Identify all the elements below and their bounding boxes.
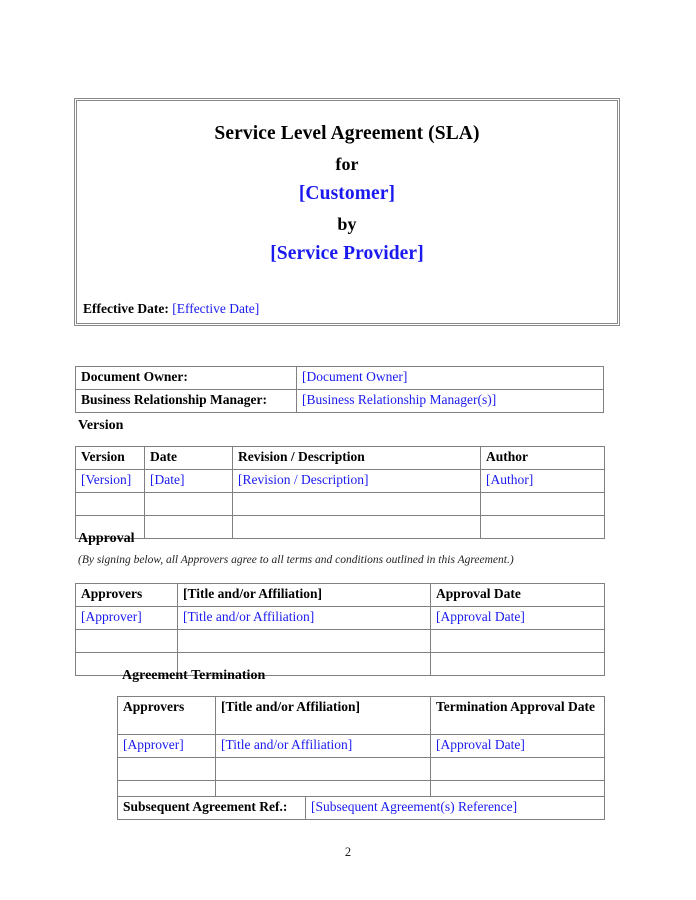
- approval-section-note: (By signing below, all Approvers agree to all terms and conditions outlined in this Agreement.): [78, 554, 514, 566]
- termination-col-approvers: Approvers: [118, 697, 216, 735]
- effective-date-line: [83, 301, 259, 317]
- table-row: [118, 735, 605, 758]
- version-col-date: Date: [145, 447, 233, 470]
- table-row: [76, 367, 604, 390]
- version-cell-revision[interactable]: [233, 493, 481, 516]
- table-row: [76, 516, 605, 539]
- version-section-heading: Version: [78, 418, 124, 433]
- approval-section-heading: Approval: [78, 531, 135, 546]
- approval-cell-title[interactable]: [Title and/or Affiliation]: [178, 607, 431, 630]
- version-cell-author[interactable]: [Author]: [481, 470, 605, 493]
- version-cell-date[interactable]: [Date]: [145, 470, 233, 493]
- service-provider-placeholder: [Service Provider]: [270, 243, 424, 264]
- title-block: [77, 119, 617, 269]
- document-owner-value[interactable]: [Document Owner]: [297, 367, 604, 390]
- document-owner-table: [75, 366, 604, 413]
- approval-table: [75, 583, 605, 676]
- approval-col-approvers: Approvers: [76, 584, 178, 607]
- table-row: [76, 630, 605, 653]
- brm-label: Business Relationship Manager:: [76, 390, 297, 413]
- approval-cell-approver[interactable]: [76, 630, 178, 653]
- version-cell-version[interactable]: [76, 493, 145, 516]
- termination-table: [117, 696, 605, 804]
- version-col-author: Author: [481, 447, 605, 470]
- version-cell-revision[interactable]: [233, 516, 481, 539]
- page-number: 2: [344, 845, 352, 859]
- table-row: [118, 758, 605, 781]
- termination-section-heading: Agreement Termination: [122, 668, 266, 683]
- termination-cell-title[interactable]: [216, 758, 431, 781]
- table-row: [118, 797, 605, 820]
- approval-col-title: [Title and/or Affiliation]: [178, 584, 431, 607]
- effective-date-value: [Effective Date]: [172, 301, 260, 316]
- termination-cell-date[interactable]: [Approval Date]: [431, 735, 605, 758]
- title-box: [74, 98, 620, 326]
- effective-date-label: Effective Date:: [83, 301, 169, 316]
- version-col-version: Version: [76, 447, 145, 470]
- version-cell-revision[interactable]: [Revision / Description]: [233, 470, 481, 493]
- termination-cell-date[interactable]: [431, 758, 605, 781]
- version-col-revision: Revision / Description: [233, 447, 481, 470]
- table-header-row: [118, 697, 605, 735]
- brm-value[interactable]: [Business Relationship Manager(s)]: [297, 390, 604, 413]
- version-table: [75, 446, 605, 539]
- termination-cell-title[interactable]: [Title and/or Affiliation]: [216, 735, 431, 758]
- table-row: [76, 493, 605, 516]
- termination-col-date: Termination Approval Date: [431, 697, 605, 735]
- table-header-row: [76, 447, 605, 470]
- subsequent-agreement-label: Subsequent Agreement Ref.:: [118, 797, 306, 820]
- version-cell-version[interactable]: [Version]: [76, 470, 145, 493]
- approval-cell-approver[interactable]: [Approver]: [76, 607, 178, 630]
- document-title: Service Level Agreement (SLA): [214, 123, 480, 144]
- table-row: [76, 470, 605, 493]
- approval-cell-date[interactable]: [431, 630, 605, 653]
- termination-cell-approver[interactable]: [Approver]: [118, 735, 216, 758]
- subsequent-agreement-value[interactable]: [Subsequent Agreement(s) Reference]: [306, 797, 605, 820]
- version-cell-date[interactable]: [145, 516, 233, 539]
- approval-cell-date[interactable]: [Approval Date]: [431, 607, 605, 630]
- version-cell-author[interactable]: [481, 493, 605, 516]
- version-cell-date[interactable]: [145, 493, 233, 516]
- termination-cell-approver[interactable]: [118, 758, 216, 781]
- approval-cell-title[interactable]: [178, 630, 431, 653]
- customer-placeholder: [Customer]: [298, 183, 396, 204]
- title-by-word: by: [337, 214, 357, 234]
- version-cell-author[interactable]: [481, 516, 605, 539]
- approval-cell-date[interactable]: [431, 653, 605, 676]
- title-for-word: for: [335, 154, 359, 174]
- table-row: [76, 607, 605, 630]
- document-owner-label: Document Owner:: [76, 367, 297, 390]
- table-row: [76, 390, 604, 413]
- subsequent-agreement-table: [117, 796, 605, 820]
- termination-col-title: [Title and/or Affiliation]: [216, 697, 431, 735]
- approval-col-date: Approval Date: [431, 584, 605, 607]
- table-header-row: [76, 584, 605, 607]
